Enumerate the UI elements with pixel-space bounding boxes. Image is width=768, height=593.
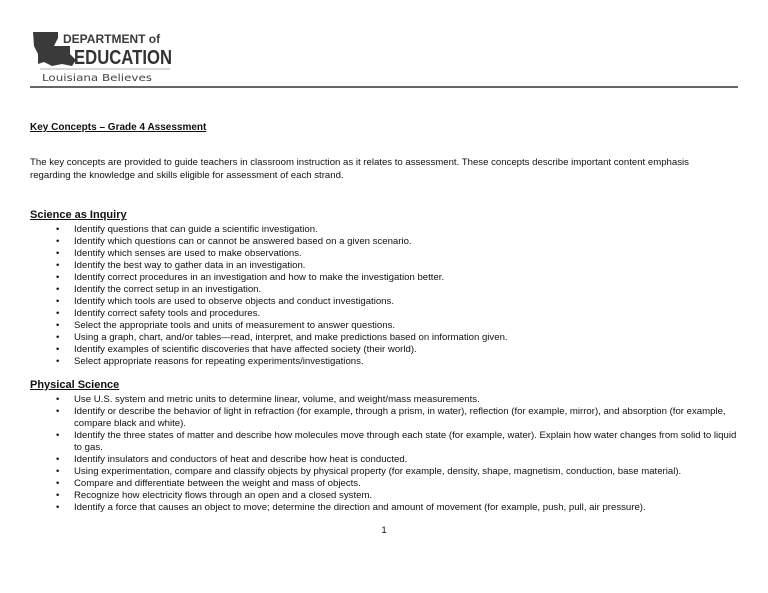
- bullet-icon: •: [56, 284, 60, 295]
- svg-text:DEPARTMENT of: DEPARTMENT of: [63, 32, 161, 46]
- bullet-icon: •: [56, 466, 60, 477]
- list-item-text: Identify correct procedures in an investigation and how to make the investigation better.: [74, 272, 445, 283]
- list-item-text: Identify which questions can or cannot be answered based on a given scenario.: [74, 236, 412, 247]
- bullet-icon: •: [56, 478, 60, 489]
- list-item-text: Identify insulators and conductors of heat and describe how heat is conducted.: [74, 454, 408, 465]
- list-item: [30, 406, 738, 430]
- intro-line: The key concepts are provided to guide teachers in classroom instruction as it relates to assessment. These concepts describe important content emphasis: [30, 157, 689, 168]
- list-item: [30, 466, 738, 478]
- list-item-text: Identify examples of scientific discoveries that have affected society (their world).: [74, 344, 417, 355]
- list-item-text: Identify which senses are used to make observations.: [74, 248, 302, 259]
- section-heading: Physical Science: [30, 379, 120, 391]
- bullet-icon: •: [56, 236, 60, 247]
- list-item: [30, 332, 738, 344]
- list-item-text: Use U.S. system and metric units to determine linear, volume, and weight/mass measurements.: [74, 394, 480, 405]
- section-science-as-inquiry: [30, 208, 738, 368]
- list-item: [30, 356, 738, 368]
- bullet-icon: •: [56, 272, 60, 283]
- bullet-list: [30, 394, 738, 514]
- bullet-icon: •: [56, 394, 60, 405]
- list-item-text: Recognize how electricity flows through an open and a closed system.: [74, 490, 373, 501]
- bullet-icon: •: [56, 332, 60, 343]
- document-body: [30, 121, 738, 537]
- list-item-text: Identify or describe the behavior of light in refraction (for example, through a prism, in water), reflection (for example, mirror), and absorption (for example, compare black and white).: [74, 406, 726, 429]
- list-item: [30, 248, 738, 260]
- intro-line: regarding the knowledge and skills eligible for assessment of each strand.: [30, 170, 344, 181]
- list-item: [30, 502, 738, 514]
- section-heading: Science as Inquiry: [30, 209, 127, 221]
- bullet-icon: •: [56, 308, 60, 319]
- section-physical-science: [30, 378, 738, 514]
- list-item: [30, 284, 738, 296]
- list-item: [30, 320, 738, 332]
- list-item-text: Using experimentation, compare and classify objects by physical property (for example, density, shape, magnetism, conduction, base material).: [74, 466, 682, 477]
- list-item: [30, 308, 738, 320]
- bullet-icon: •: [56, 320, 60, 331]
- list-item: [30, 454, 738, 466]
- list-item-text: Select appropriate reasons for repeating experiments/investigations.: [74, 356, 364, 367]
- list-item: [30, 236, 738, 248]
- list-item: [30, 394, 738, 406]
- bullet-icon: •: [56, 260, 60, 271]
- list-item-text: Compare and differentiate between the weight and mass of objects.: [74, 478, 361, 489]
- department-of-education-logo: [30, 24, 175, 86]
- list-item: [30, 260, 738, 272]
- bullet-icon: •: [56, 356, 60, 367]
- svg-text:Louisiana Believes: Louisiana Believes: [42, 73, 152, 84]
- document-title: Key Concepts – Grade 4 Assessment: [30, 122, 207, 133]
- page-number: 1: [381, 525, 387, 536]
- list-item-text: Using a graph, chart, and/or tables—read, interpret, and make predictions based on information given.: [74, 332, 508, 343]
- list-item-text: Identify correct safety tools and procedures.: [74, 308, 261, 319]
- bullet-icon: •: [56, 224, 60, 235]
- list-item: [30, 478, 738, 490]
- list-item-text: Identify the three states of matter and describe how molecules move through each state (for example, water). Explain how water changes from solid to liquid to gas.: [74, 430, 737, 453]
- list-item-text: Select the appropriate tools and units of measurement to answer questions.: [74, 320, 396, 331]
- list-item-text: Identify the best way to gather data in an investigation.: [74, 260, 306, 271]
- bullet-icon: •: [56, 502, 60, 513]
- list-item: [30, 296, 738, 308]
- svg-text:EDUCATION: EDUCATION: [74, 47, 172, 69]
- bullet-icon: •: [56, 344, 60, 355]
- bullet-icon: •: [56, 454, 60, 465]
- bullet-icon: •: [56, 430, 60, 441]
- bullet-list: [30, 224, 738, 368]
- list-item: [30, 272, 738, 284]
- list-item-text: Identify which tools are used to observe objects and conduct investigations.: [74, 296, 394, 307]
- list-item: [30, 490, 738, 502]
- bullet-icon: •: [56, 406, 60, 417]
- intro-paragraph: [30, 156, 738, 182]
- list-item: [30, 430, 738, 454]
- list-item: [30, 344, 738, 356]
- bullet-icon: •: [56, 248, 60, 259]
- list-item: [30, 224, 738, 236]
- header-rule: [30, 86, 738, 88]
- list-item-text: Identify a force that causes an object to move; determine the direction and amount of movement (for example, push, pull, air pressure).: [74, 502, 646, 513]
- bullet-icon: •: [56, 490, 60, 501]
- list-item-text: Identify the correct setup in an investigation.: [74, 284, 262, 295]
- list-item-text: Identify questions that can guide a scientific investigation.: [74, 224, 318, 235]
- bullet-icon: •: [56, 296, 60, 307]
